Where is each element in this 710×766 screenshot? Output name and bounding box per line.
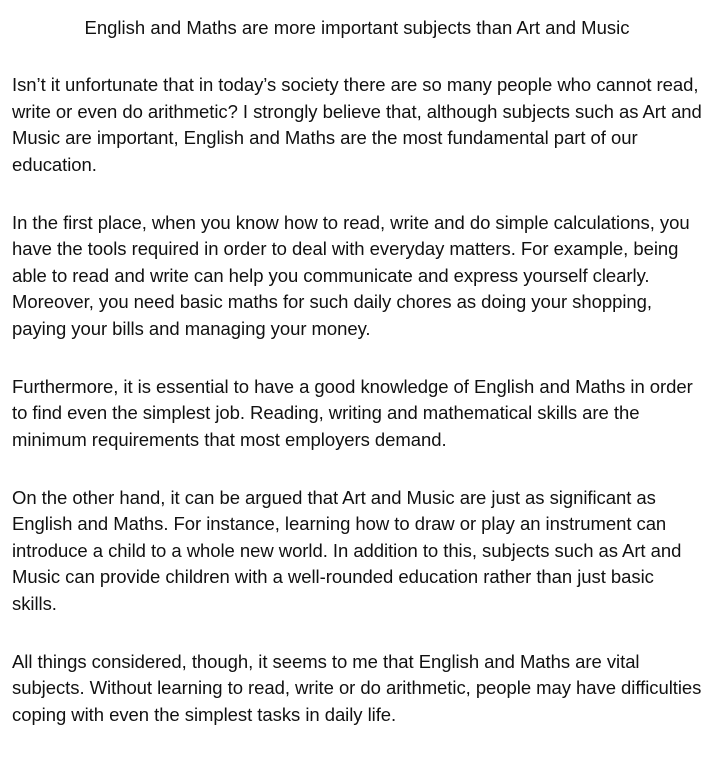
paragraph-counterargument: On the other hand, it can be argued that Art and Music are just as significant as English and Maths. For instance, learning how to draw or play an instrument can introduce a child to a whole new world. In addition to this, subjects such as Art and Music can provide children with a well-rounded education rather than just basic skills. (12, 486, 682, 614)
essay-document (12, 15, 702, 728)
paragraph-employment: Furthermore, it is essential to have a good knowledge of English and Maths in order to find even the simplest job. Reading, writing and mathematical skills are the minimum requirements that most employers demand. (12, 375, 693, 450)
paragraph-conclusion: All things considered, though, it seems to me that English and Maths are vital subjects. Without learning to read, write or do arithmetic, people may have difficulties coping with even the simplest tasks in daily life. (12, 650, 702, 725)
paragraph-introduction: Isn’t it unfortunate that in today’s society there are so many people who cannot read, write or even do arithmetic? I strongly believe that, although subjects such as Art and Music are important, English and Maths are the most fundamental part of our education. (12, 74, 702, 175)
paragraph-everyday-matters: In the first place, when you know how to read, write and do simple calculations, you have the tools required in order to deal with everyday matters. For example, being able to read and write can help you communicate and express yourself clearly. Moreover, you need basic maths for such daily chores as doing your shopping, paying your bills and managing your money. (12, 211, 690, 339)
essay-title: English and Maths are more important subjects than Art and Music (84, 17, 630, 38)
